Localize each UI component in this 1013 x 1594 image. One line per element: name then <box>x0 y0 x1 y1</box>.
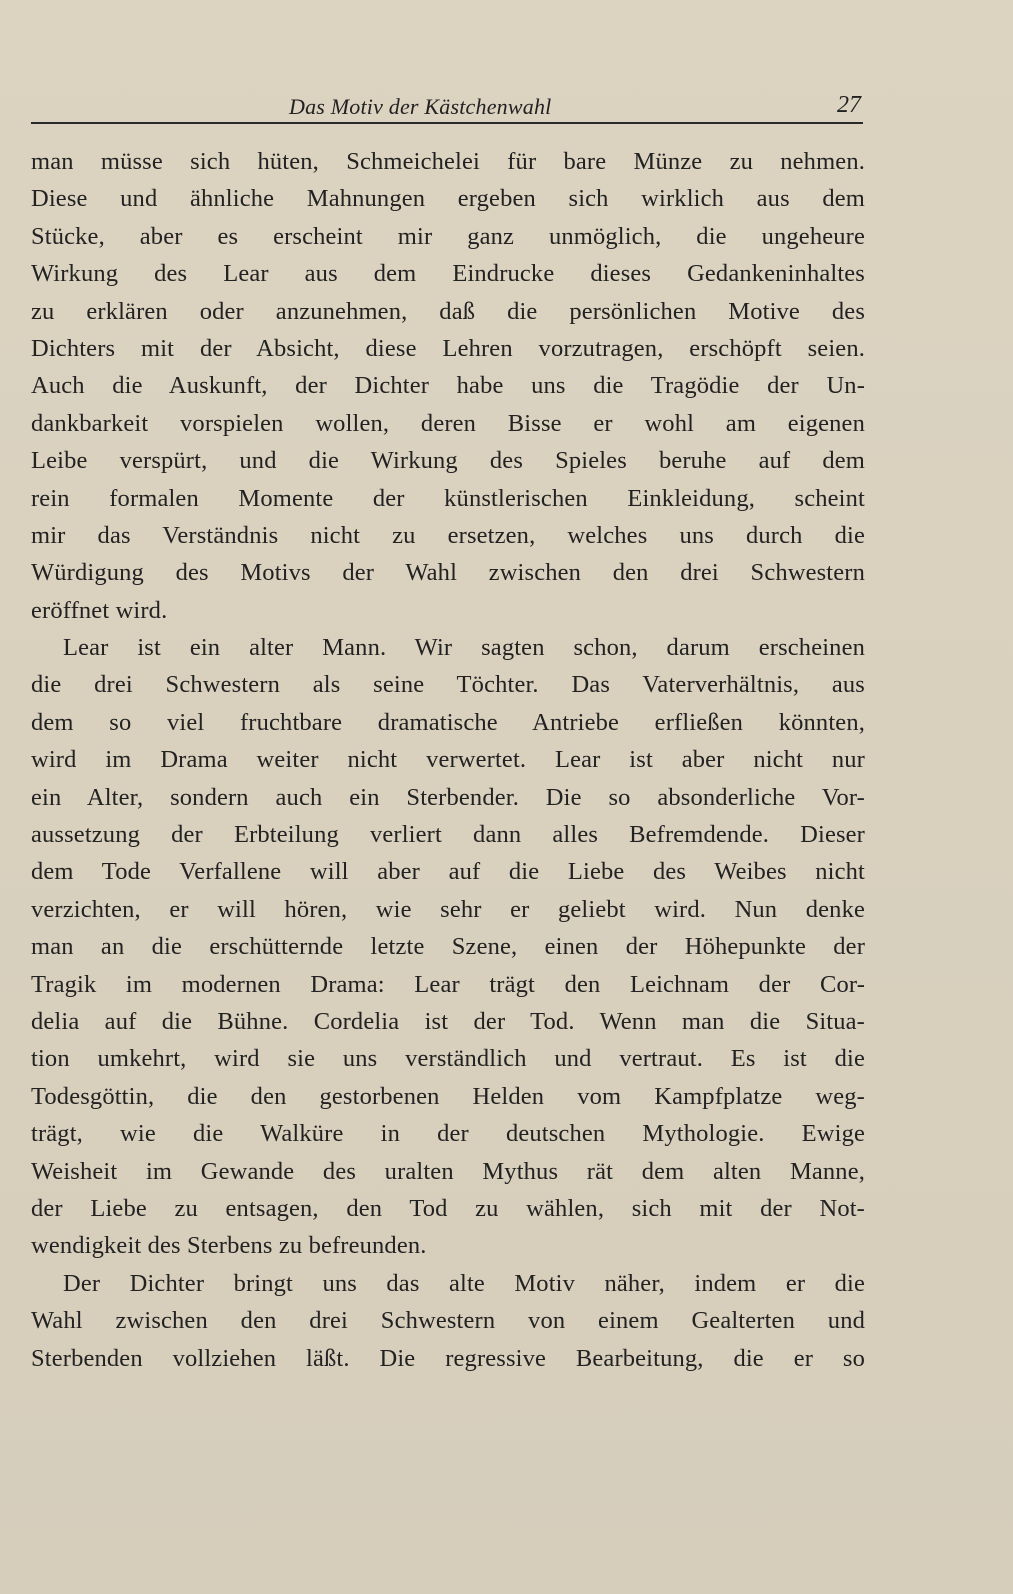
paragraph-end-line: wendigkeit des Sterbens zu befreunden. <box>31 1232 427 1260</box>
text-line: aussetzung der Erbteilung verliert dann alles Befremdende. Dieser <box>31 821 865 849</box>
text-line: Weisheit im Gewande des uralten Mythus rät dem alten Manne, <box>31 1157 865 1185</box>
text-line: delia auf die Bühne. Cordelia ist der Tod. Wenn man die Situa- <box>31 1007 865 1035</box>
text-line: Wirkung des Lear aus dem Eindrucke dieses Gedankeninhaltes <box>31 260 865 288</box>
text-line: dem Tode Verfallene will aber auf die Liebe des Weibes nicht <box>31 858 865 886</box>
text-line: die drei Schwestern als seine Töchter. Das Vaterverhältnis, aus <box>31 671 865 699</box>
text-line: wird im Drama weiter nicht verwertet. Lear ist aber nicht nur <box>31 746 865 774</box>
text-line: verzichten, er will hören, wie sehr er geliebt wird. Nun denke <box>31 895 865 923</box>
text-line: trägt, wie die Walküre in der deutschen Mythologie. Ewige <box>31 1120 865 1148</box>
text-line: man müsse sich hüten, Schmeichelei für bare Münze zu nehmen. <box>31 148 865 175</box>
text-line: der Liebe zu entsagen, den Tod zu wählen, sich mit der Not- <box>31 1194 865 1222</box>
paragraph-end-line: eröffnet wird. <box>31 596 168 624</box>
text-line: dem so viel fruchtbare dramatische Antriebe erfließen könnten, <box>31 708 865 736</box>
page-number: 27 <box>837 92 861 118</box>
text-line: dankbarkeit vorspielen wollen, deren Bisse er wohl am eigenen <box>31 409 865 437</box>
text-line: zu erklären oder anzunehmen, daß die persönlichen Motive des <box>31 297 865 325</box>
text-line: Tragik im modernen Drama: Lear trägt den Leichnam der Cor- <box>31 970 865 998</box>
text-line: Dichters mit der Absicht, diese Lehren vorzutragen, erschöpft seien. <box>31 334 865 362</box>
running-title: Das Motiv der Kästchenwahl <box>289 94 552 119</box>
text-line: Leibe verspürt, und die Wirkung des Spieles beruhe auf dem <box>31 447 865 475</box>
paragraph-start-line: Lear ist ein alter Mann. Wir sagten schon, darum erscheinen <box>63 634 865 662</box>
text-line: Auch die Auskunft, der Dichter habe uns die Tragödie der Un- <box>31 372 865 400</box>
paragraph-start-line: Der Dichter bringt uns das alte Motiv näher, indem er die <box>63 1269 865 1297</box>
text-line: Würdigung des Motivs der Wahl zwischen den drei Schwestern <box>31 559 865 587</box>
page-header <box>31 86 863 126</box>
header-rule <box>31 122 863 124</box>
text-line: Sterbenden vollziehen läßt. Die regressive Bearbeitung, die er so <box>31 1344 865 1372</box>
text-line: Wahl zwischen den drei Schwestern von einem Gealterten und <box>31 1307 865 1335</box>
text-line: mir das Verständnis nicht zu ersetzen, welches uns durch die <box>31 521 865 549</box>
text-line: Todesgöttin, die den gestorbenen Helden vom Kampfplatze weg- <box>31 1082 865 1110</box>
text-line: man an die erschütternde letzte Szene, einen der Höhepunkte der <box>31 933 865 961</box>
text-line: rein formalen Momente der künstlerischen Einkleidung, scheint <box>31 484 865 512</box>
text-line: Stücke, aber es erscheint mir ganz unmöglich, die ungeheure <box>31 222 865 250</box>
text-line: Diese und ähnliche Mahnungen ergeben sich wirklich aus dem <box>31 185 865 213</box>
text-line: ein Alter, sondern auch ein Sterbender. Die so absonderliche Vor- <box>31 783 865 811</box>
text-line: tion umkehrt, wird sie uns verständlich und vertraut. Es ist die <box>31 1045 865 1073</box>
body-text <box>31 143 865 1377</box>
